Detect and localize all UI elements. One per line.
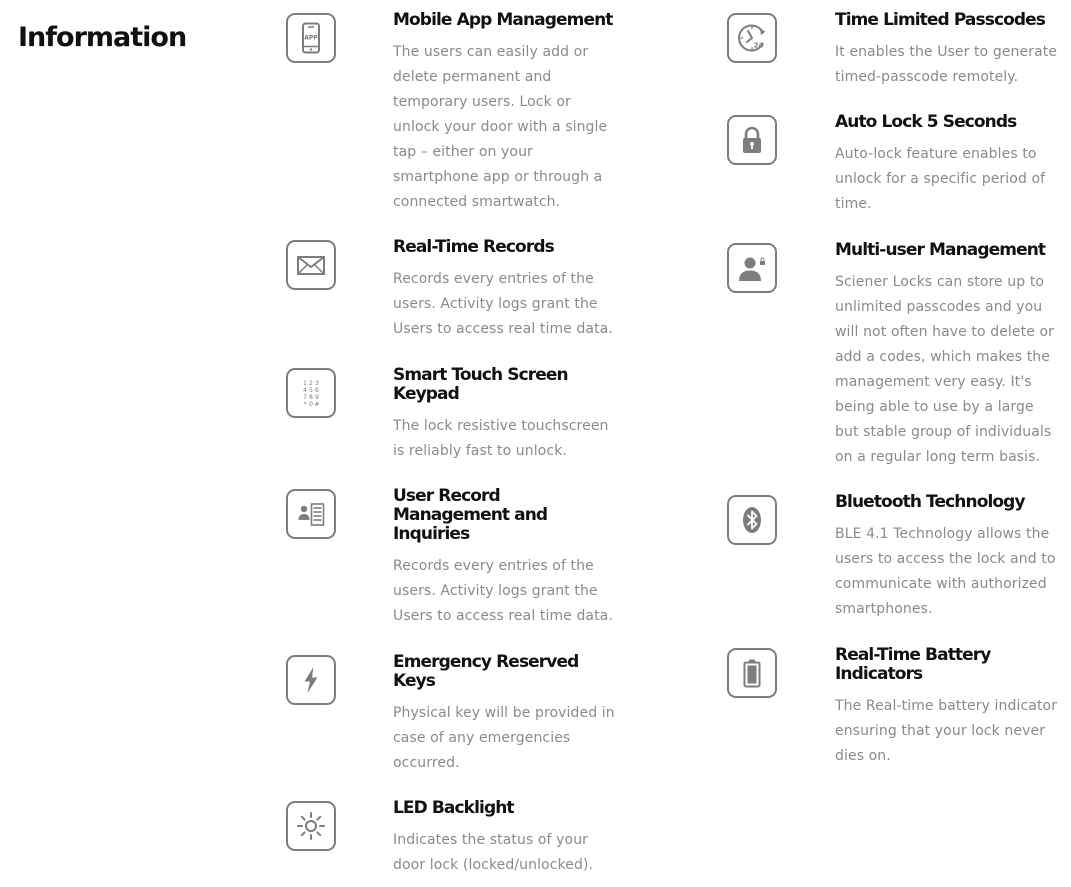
keypad-key: 3 xyxy=(315,380,319,387)
envelope-icon xyxy=(286,240,336,290)
sun-backlight-icon xyxy=(286,801,336,851)
feature-title: Real-Time Records xyxy=(393,237,554,257)
feature-description: Sciener Locks can store up to unlimited passcodes and you will not often have to delete or add a codes, which makes the management very easy. It's being able to use by a large but stable group of individuals on a regular long term basis. xyxy=(835,274,1055,465)
feature-title: Smart Touch Screen Keypad xyxy=(393,365,568,404)
keypad-key: 4 xyxy=(303,387,307,394)
battery-icon xyxy=(727,648,777,698)
page-title: Information xyxy=(18,22,187,54)
keypad-key: 5 xyxy=(309,387,313,394)
feature-description: It enables the User to generate timed-passcode remotely. xyxy=(835,44,1058,85)
keypad-key: 0 xyxy=(309,401,313,408)
phone-app-icon xyxy=(286,13,336,63)
keypad-key: 2 xyxy=(309,380,313,387)
feature-description: BLE 4.1 Technology allows the users to access the lock and to communicate with authorized smartphones. xyxy=(835,526,1056,617)
multi-user-icon xyxy=(727,243,777,293)
feature-title: Time Limited Passcodes xyxy=(835,10,1046,30)
phone-app-icon-text: APP xyxy=(304,34,318,42)
feature-description: Records every entries of the users. Activity logs grant the Users to access real time data. xyxy=(393,271,613,337)
feature-description: Indicates the status of your door lock (locked/unlocked). xyxy=(393,832,594,873)
clock-24-icon xyxy=(727,13,777,63)
keypad-icon xyxy=(286,368,336,418)
feature-description: The Real-time battery indicator ensuring that your lock never dies on. xyxy=(835,698,1058,764)
feature-title: LED Backlight xyxy=(393,798,514,818)
keypad-key: 6 xyxy=(315,387,319,394)
keypad-key: 9 xyxy=(315,394,319,401)
keypad-key: * xyxy=(303,401,307,408)
keypad-key: 7 xyxy=(303,394,307,401)
feature-description: The lock resistive touchscreen is reliably fast to unlock. xyxy=(393,418,609,459)
feature-title: Auto Lock 5 Seconds xyxy=(835,112,1017,132)
keypad-key: 1 xyxy=(303,380,307,387)
feature-title: Mobile App Management xyxy=(393,10,613,30)
feature-title: Emergency Reserved Keys xyxy=(393,652,579,691)
feature-title: User Record Management and Inquiries xyxy=(393,486,548,544)
feature-description: Records every entries of the users. Activity logs grant the Users to access real time data. xyxy=(393,558,613,624)
feature-description: Auto-lock feature enables to unlock for a specific period of time. xyxy=(835,146,1046,212)
feature-title: Multi-user Management xyxy=(835,240,1046,260)
keypad-key: 8 xyxy=(309,394,313,401)
feature-description: Physical key will be provided in case of any emergencies occurred. xyxy=(393,705,615,771)
feature-title: Bluetooth Technology xyxy=(835,492,1025,512)
feature-description: The users can easily add or delete permanent and temporary users. Lock or unlock your door with a single tap – either on your smartphone app or through a connected smartwatch. xyxy=(393,44,608,210)
feature-title: Real-Time Battery Indicators xyxy=(835,645,991,684)
clock-24-icon-text: 24 xyxy=(753,41,764,50)
user-record-icon xyxy=(286,489,336,539)
lightning-icon xyxy=(286,655,336,705)
keypad-key: # xyxy=(314,401,320,408)
bluetooth-icon xyxy=(727,495,777,545)
padlock-icon xyxy=(727,115,777,165)
